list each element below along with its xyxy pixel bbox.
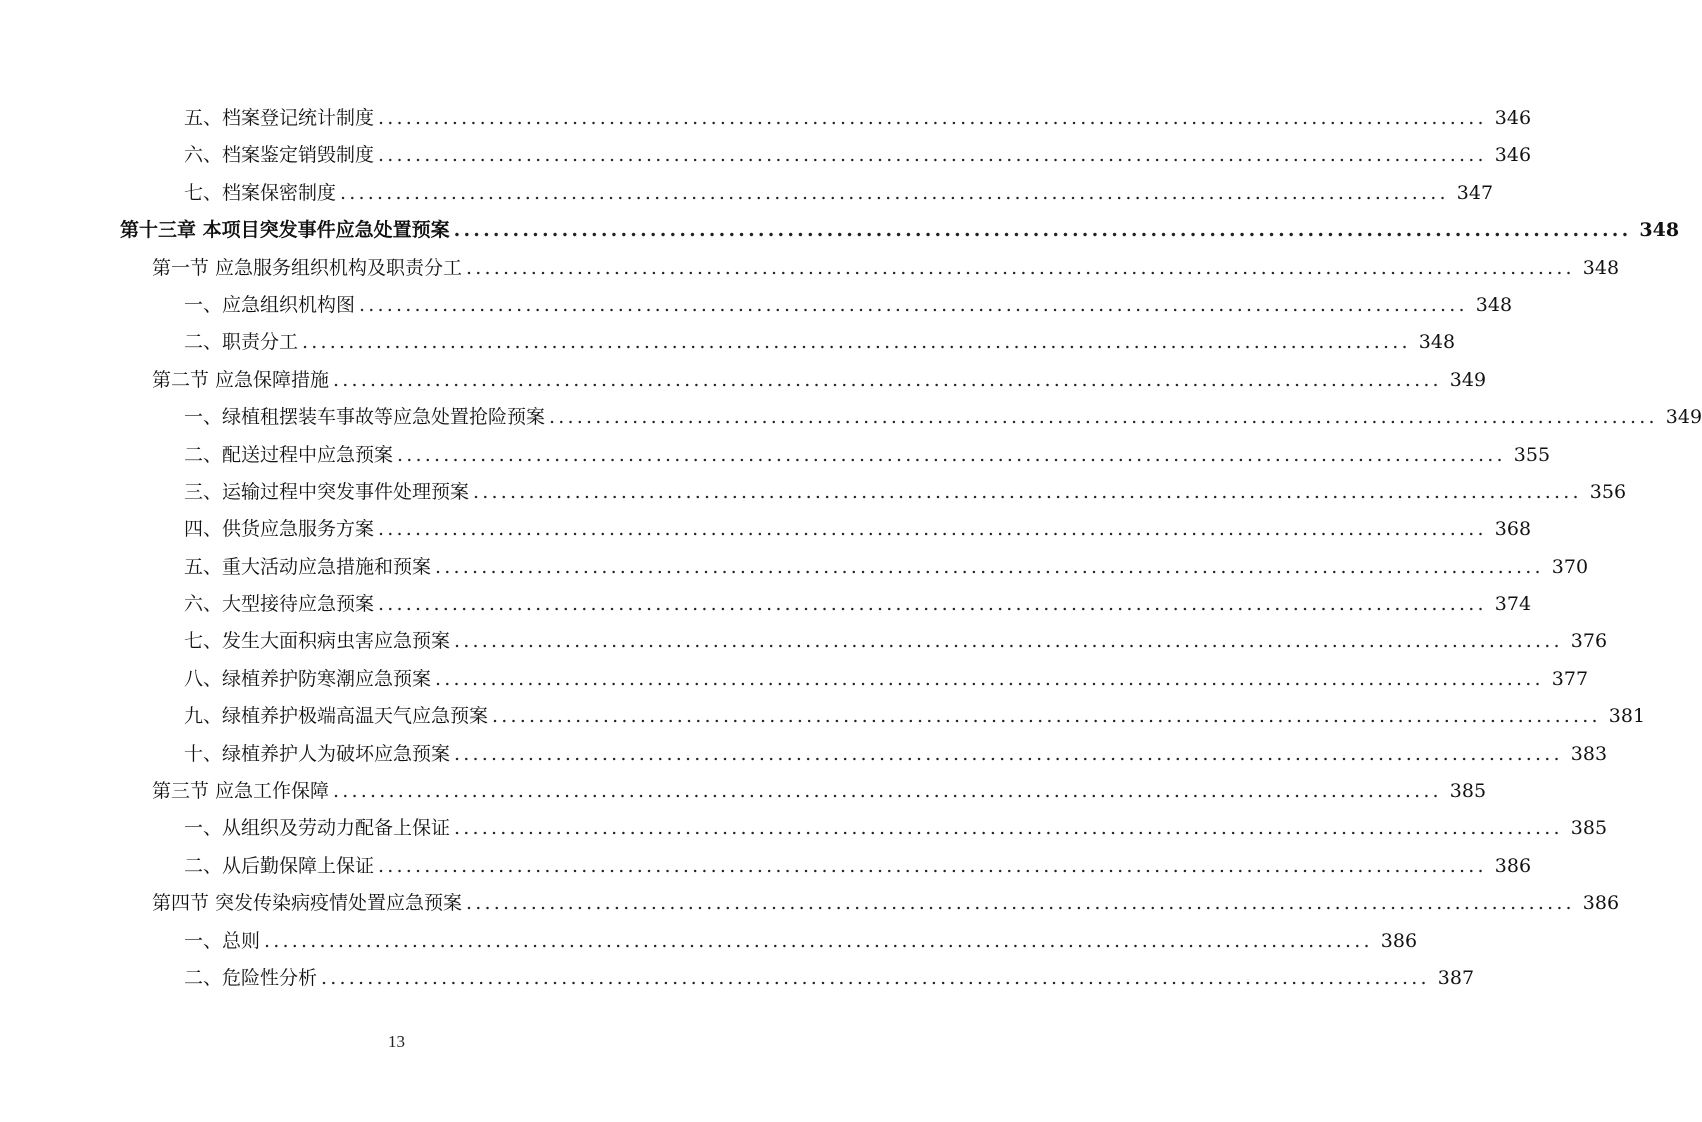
toc-entry-title: 九、绿植养护极端高温天气应急预案 <box>184 705 489 728</box>
toc-entry[interactable] <box>184 137 1532 174</box>
toc-entry-page: 376 <box>1570 630 1608 653</box>
toc-entry-page: 374 <box>1494 593 1532 616</box>
toc-entry[interactable] <box>184 623 1608 660</box>
toc-entry-title: 第十三章 本项目突发事件应急处置预案 <box>120 219 450 242</box>
toc-entry-page: 346 <box>1494 107 1532 129</box>
toc-leader-dots: ........................................................................................................................ <box>333 368 1442 391</box>
toc-entry[interactable] <box>184 810 1608 847</box>
toc-entry-title: 一、从组织及劳动力配备上保证 <box>184 817 451 840</box>
toc-entry[interactable] <box>184 175 1494 212</box>
toc-leader-dots: ........................................................................................................................ <box>435 555 1544 578</box>
toc-leader-dots: ........................................................................................................................ <box>435 667 1544 690</box>
toc-entry-title: 七、档案保密制度 <box>184 181 337 204</box>
toc-entry-title: 六、大型接待应急预案 <box>184 593 375 616</box>
toc-entry-page: 346 <box>1494 144 1532 167</box>
toc-entry-title: 四、供货应急服务方案 <box>184 518 375 541</box>
toc-leader-dots: ........................................................................................................................ <box>549 406 1658 429</box>
toc-leader-dots: ........................................................................................................................ <box>378 854 1487 877</box>
toc-entry-page: 348 <box>1582 256 1620 279</box>
toc-entry-title: 二、配送过程中应急预案 <box>184 443 394 466</box>
toc-section-entry[interactable] <box>152 362 1487 399</box>
toc-entry-title: 三、运输过程中突发事件处理预案 <box>184 480 470 503</box>
toc-leader-dots: ........................................................................................................................ <box>397 443 1506 466</box>
toc-entry[interactable] <box>184 923 1418 960</box>
toc-entry-page: 348 <box>1639 219 1680 242</box>
toc-entry-title: 十、绿植养护人为破坏应急预案 <box>184 742 451 765</box>
toc-entry-title: 一、应急组织机构图 <box>184 293 356 316</box>
toc-entry[interactable] <box>184 698 1646 735</box>
toc-entry[interactable] <box>184 100 1532 137</box>
toc-entry-page: 377 <box>1551 667 1589 690</box>
toc-leader-dots: ........................................................................................................................ <box>453 219 1632 242</box>
toc-entry[interactable] <box>184 287 1513 324</box>
toc-entry-page: 385 <box>1570 817 1608 840</box>
toc-leader-dots: ........................................................................................................................ <box>454 630 1563 653</box>
toc-leader-dots: ........................................................................................................................ <box>466 256 1575 279</box>
toc-entry-page: 387 <box>1437 966 1475 989</box>
toc-leader-dots: ........................................................................................................................ <box>454 742 1563 765</box>
toc-entry-page: 381 <box>1608 705 1646 728</box>
toc-leader-dots: ........................................................................................................................ <box>492 705 1601 728</box>
toc-entry-title: 五、重大活动应急措施和预案 <box>184 555 432 578</box>
toc-entry-page: 386 <box>1380 929 1418 952</box>
toc-section-entry[interactable] <box>152 250 1620 287</box>
toc-entry-title: 二、从后勤保障上保证 <box>184 854 375 877</box>
toc-entry-title: 七、发生大面积病虫害应急预案 <box>184 630 451 653</box>
toc-entry-page: 386 <box>1494 854 1532 877</box>
toc-leader-dots: ........................................................................................................................ <box>340 181 1449 204</box>
toc-entry-page: 347 <box>1456 181 1494 204</box>
page-number: 13 <box>388 1032 405 1051</box>
toc-entry-page: 383 <box>1570 742 1608 765</box>
toc-leader-dots: ........................................................................................................................ <box>466 892 1575 915</box>
toc-entry-page: 349 <box>1665 406 1702 429</box>
toc-entry-page: 356 <box>1589 480 1627 503</box>
toc-entry-title: 第一节 应急服务组织机构及职责分工 <box>152 256 463 279</box>
toc-entry-title: 一、绿植租摆装车事故等应急处置抢险预案 <box>184 406 546 429</box>
toc-entry-title: 第三节 应急工作保障 <box>152 780 330 803</box>
toc-entry[interactable] <box>184 549 1589 586</box>
toc-entry[interactable] <box>184 848 1532 885</box>
toc-leader-dots: ........................................................................................................................ <box>378 593 1487 616</box>
toc-entry[interactable] <box>184 324 1456 361</box>
toc-entry-page: 348 <box>1475 293 1513 316</box>
toc-entry[interactable] <box>184 661 1589 698</box>
toc-entry-title: 第二节 应急保障措施 <box>152 368 330 391</box>
toc-leader-dots: ........................................................................................................................ <box>454 817 1563 840</box>
toc-leader-dots: ........................................................................................................................ <box>378 144 1487 167</box>
toc-entry-page: 348 <box>1418 331 1456 354</box>
toc-entry[interactable] <box>184 736 1608 773</box>
toc-entry-page: 355 <box>1513 443 1551 466</box>
toc-leader-dots: ........................................................................................................................ <box>333 780 1442 803</box>
toc-entry-title: 第四节 突发传染病疫情处置应急预案 <box>152 892 463 915</box>
toc-entry-page: 385 <box>1449 780 1487 803</box>
toc-leader-dots: ........................................................................................................................ <box>264 929 1373 952</box>
toc-entry-title: 二、职责分工 <box>184 331 299 354</box>
toc-leader-dots: ........................................................................................................................ <box>302 331 1411 354</box>
toc-entry[interactable] <box>184 511 1532 548</box>
toc-section-entry[interactable] <box>152 885 1620 922</box>
toc-leader-dots: ........................................................................................................................ <box>473 480 1582 503</box>
toc-section-entry[interactable] <box>152 773 1487 810</box>
toc-entry-page: 370 <box>1551 555 1589 578</box>
toc-entry[interactable] <box>184 437 1551 474</box>
toc-entry[interactable] <box>184 960 1475 997</box>
toc-entry[interactable] <box>184 586 1532 623</box>
toc-entry-title: 二、危险性分析 <box>184 966 318 989</box>
toc-leader-dots: ........................................................................................................................ <box>359 293 1468 316</box>
table-of-contents <box>0 100 1702 997</box>
toc-entry-title: 一、总则 <box>184 929 261 952</box>
toc-entry[interactable] <box>184 474 1627 511</box>
toc-entry-title: 八、绿植养护防寒潮应急预案 <box>184 667 432 690</box>
toc-entry-title: 五、档案登记统计制度 <box>184 107 375 129</box>
toc-leader-dots: ........................................................................................................................ <box>378 518 1487 541</box>
toc-entry-title: 六、档案鉴定销毁制度 <box>184 144 375 167</box>
toc-entry[interactable] <box>184 399 1702 436</box>
toc-entry-page: 349 <box>1449 368 1487 391</box>
toc-entry-page: 368 <box>1494 518 1532 541</box>
toc-leader-dots: ........................................................................................................................ <box>321 966 1430 989</box>
toc-entry-page: 386 <box>1582 892 1620 915</box>
toc-leader-dots: ........................................................................................................................ <box>378 107 1487 129</box>
toc-chapter-entry[interactable] <box>120 212 1680 249</box>
